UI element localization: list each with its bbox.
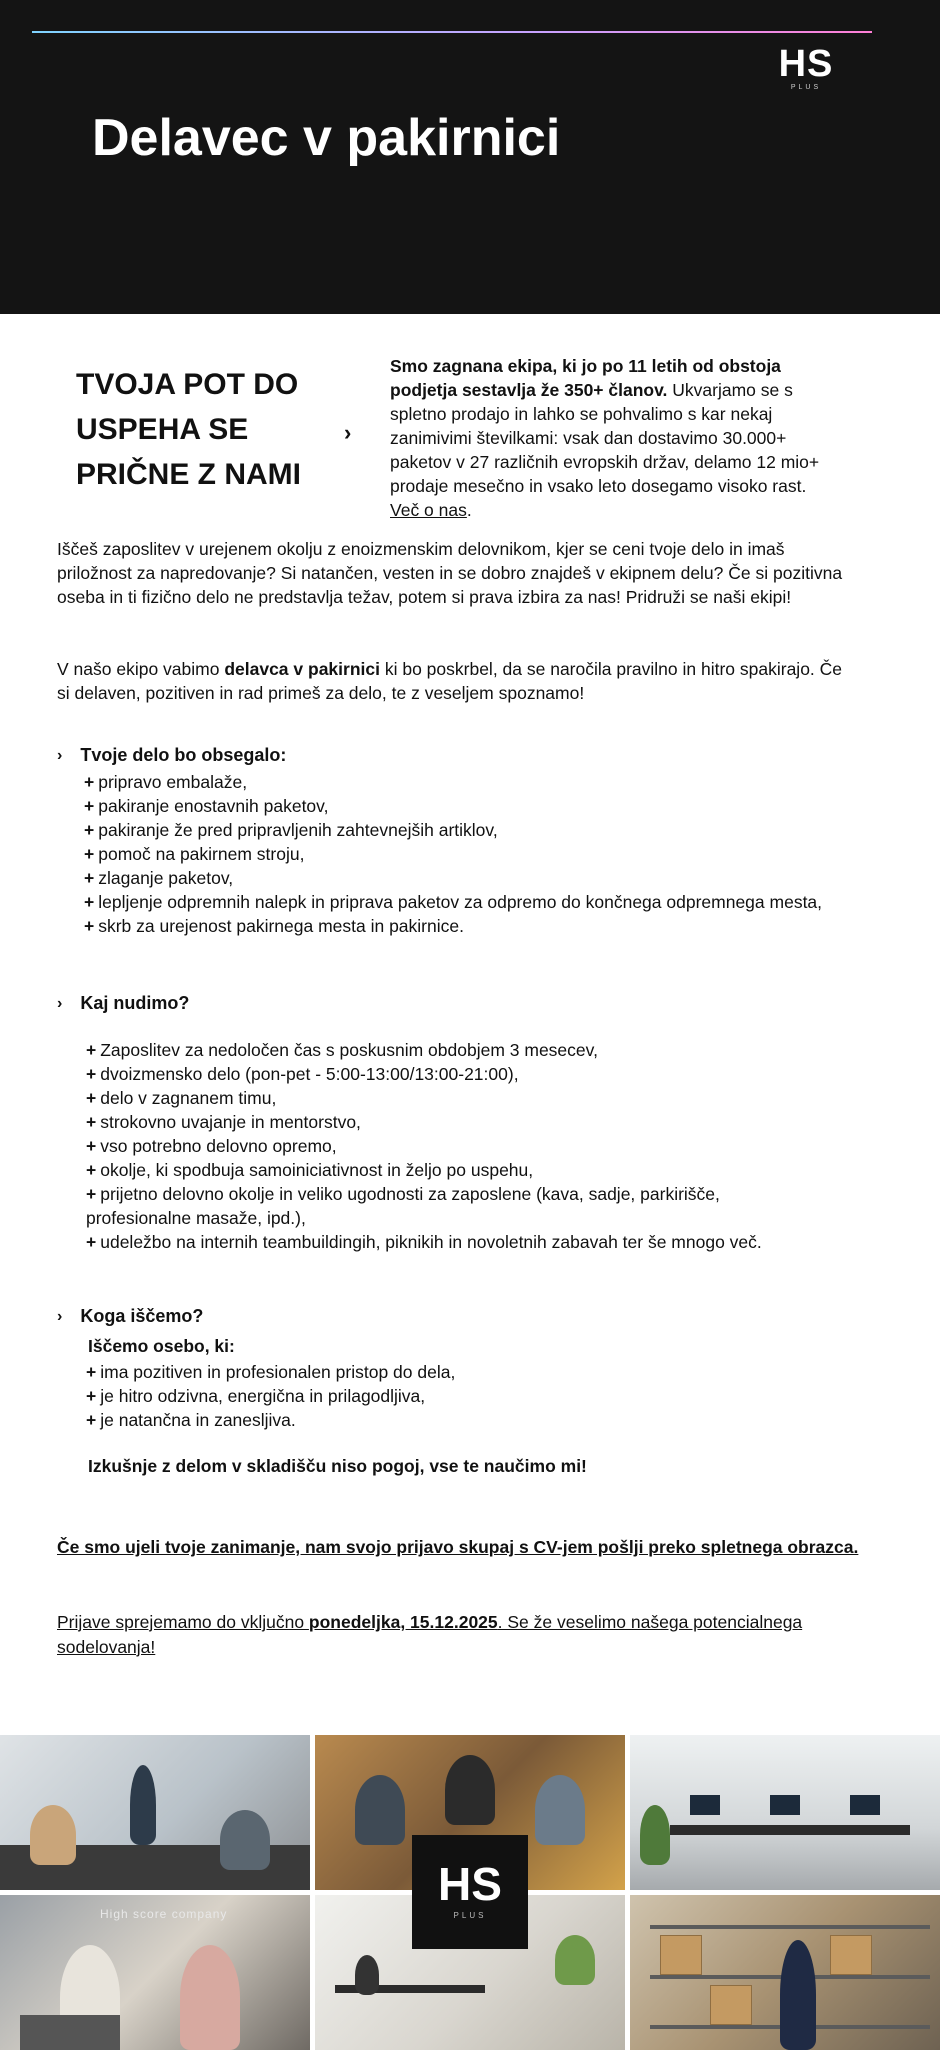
logo-subtext: PLUS (453, 1911, 487, 1920)
deadline-text[interactable] (57, 1610, 857, 1660)
offer-list (86, 1038, 766, 1254)
photo-warehouse (630, 1895, 940, 2050)
list-item-text: je natančna in zanesljiva. (100, 1410, 296, 1430)
person-figure (355, 1955, 379, 1995)
chevron-right-icon: › (57, 746, 63, 764)
logo-subtext: PLUS (790, 84, 822, 91)
presenter-figure (130, 1765, 156, 1845)
deadline-post: . Se že veselimo našega potencialnega sodelovanja! (57, 1612, 803, 1657)
list-item (86, 1360, 686, 1384)
box-shape (710, 1985, 752, 2025)
shelf-shape (650, 1925, 930, 1929)
paragraph-invite (57, 657, 847, 705)
p2-post: ki bo poskrbel, da se naročila pravilno in hitro spakirajo. Če si delaven, pozitiven in rad primeš za delo, te z veseljem spoznamo! (57, 659, 843, 703)
list-item (84, 914, 884, 938)
plus-icon: + (84, 892, 95, 912)
plant-shape (640, 1805, 670, 1865)
intro-text (390, 354, 830, 522)
paragraph-intro: Iščeš zaposlitev v urejenem okolju z enoizmenskim delovnikom, kjer se ceni tvoje delo in imaš priložnost za napredovanje? Si natančen, vesten in se dobro znajdeš v ekipnem delu? Če si pozitivna oseba in ti fizično delo ne predstavlja težav, potem si prava izbira za nas! Pridruži se naši ekipi! (57, 539, 843, 607)
list-item (86, 1086, 766, 1110)
list-item (84, 818, 884, 842)
list-item (86, 1384, 686, 1408)
plus-icon: + (86, 1040, 97, 1060)
list-item (86, 1110, 766, 1134)
list-item (84, 890, 884, 914)
hs-plus-logo (770, 44, 842, 91)
laptop-shape (20, 2015, 120, 2050)
list-item-text: lepljenje odpremnih nalepk in priprava paketov za odpremo do končnega odpremnega mesta, (98, 892, 823, 912)
wall-caption: High score company (100, 1907, 228, 1921)
list-item (86, 1408, 686, 1432)
photo-office (630, 1735, 940, 1890)
list-item (84, 794, 884, 818)
list-item-text: okolje, ki spodbuja samoiniciativnost in željo po uspehu, (100, 1160, 534, 1180)
deadline-pre: Prijave sprejemamo do vključno (57, 1612, 309, 1632)
photo-colleagues (0, 1895, 310, 2050)
page-title: Delavec v pakirnici (92, 109, 561, 167)
deadline-date: ponedeljka, 15.12.2025 (308, 1612, 498, 1632)
section-offer-heading (57, 993, 189, 1014)
apply-link[interactable]: Če smo ujeli tvoje zanimanje, nam svojo prijavo skupaj s CV-jem pošlji preko spletnega obrazca. (57, 1537, 859, 1557)
plus-icon: + (84, 796, 95, 816)
box-shape (830, 1935, 872, 1975)
plus-icon: + (84, 868, 95, 888)
about-us-link[interactable]: Več o nas (390, 500, 467, 520)
person-figure (30, 1805, 76, 1865)
chevron-right-icon: › (344, 420, 352, 445)
list-item-text: je hitro odzivna, energična in prilagodljiva, (100, 1386, 426, 1406)
list-item (86, 1062, 766, 1086)
list-item-text: skrb za urejenost pakirnega mesta in pakirnice. (98, 916, 464, 936)
intro-headline: TVOJA POT DO USPEHA SE PRIČNE Z NAMI (76, 368, 301, 491)
list-item-text: ima pozitiven in profesionalen pristop do dela, (100, 1362, 456, 1382)
monitor-shape (850, 1795, 880, 1815)
plus-icon: + (86, 1386, 97, 1406)
plus-icon: + (84, 772, 95, 792)
accent-line (32, 31, 872, 33)
desk-shape (670, 1825, 910, 1835)
plant-shape (555, 1935, 595, 1985)
p2-bold: delavca v pakirnici (224, 659, 380, 679)
list-item (84, 842, 884, 866)
list-item-text: strokovno uvajanje in mentorstvo, (100, 1112, 361, 1132)
hs-plus-logo (412, 1835, 528, 1949)
plus-icon: + (84, 820, 95, 840)
list-item (86, 1158, 766, 1182)
section-seek-heading (57, 1306, 203, 1327)
list-item (86, 1230, 766, 1254)
person-figure (180, 1945, 240, 2050)
list-item-text: pomoč na pakirnem stroju, (98, 844, 305, 864)
photo-gallery (0, 1735, 940, 2050)
chevron-right-icon: › (57, 1307, 63, 1325)
list-item-text: vso potrebno delovno opremo, (100, 1136, 337, 1156)
person-figure (355, 1775, 405, 1845)
list-item-text: zlaganje paketov, (98, 868, 234, 888)
logo-text: HS (438, 1858, 502, 1910)
p2-pre: V našo ekipo vabimo (57, 659, 225, 679)
plus-icon: + (86, 1088, 97, 1108)
list-item-text: delo v zagnanem timu, (100, 1088, 277, 1108)
section-work-title: Tvoje delo bo obsegalo: (80, 745, 287, 765)
plus-icon: + (86, 1184, 97, 1204)
plus-icon: + (86, 1362, 97, 1382)
list-item (84, 866, 884, 890)
section-offer-title: Kaj nudimo? (80, 993, 190, 1013)
logo-text: HS (778, 43, 834, 85)
list-item (86, 1182, 766, 1230)
hero-banner (0, 0, 940, 314)
list-item-text: udeležbo na internih teambuildingih, piknikih in novoletnih zabavah ter še mnogo več. (100, 1232, 762, 1252)
plus-icon: + (84, 844, 95, 864)
monitor-shape (690, 1795, 720, 1815)
section-seek-title: Koga iščemo? (80, 1306, 204, 1326)
box-shape (660, 1935, 702, 1975)
worker-figure (780, 1940, 816, 2050)
list-item (86, 1038, 766, 1062)
plus-icon: + (86, 1160, 97, 1180)
intro-end: . (466, 500, 472, 520)
list-item-text: prijetno delovno okolje in veliko ugodnosti za zaposlene (kava, sadje, parkirišče, profesionalne masaže, ipd.), (86, 1184, 720, 1228)
photo-meeting (0, 1735, 310, 1890)
person-figure (220, 1810, 270, 1870)
plus-icon: + (86, 1064, 97, 1084)
list-item (86, 1134, 766, 1158)
monitor-shape (770, 1795, 800, 1815)
person-figure (445, 1755, 495, 1825)
list-item-text: pakiranje enostavnih paketov, (98, 796, 329, 816)
section-work-heading (57, 745, 286, 766)
list-item-text: pakiranje že pred pripravljenih zahtevnejših artiklov, (98, 820, 498, 840)
list-item (84, 770, 884, 794)
seek-list (86, 1360, 686, 1432)
experience-note: Izkušnje z delom v skladišču niso pogoj, vse te naučimo mi! (88, 1456, 587, 1476)
work-list (84, 770, 884, 938)
plus-icon: + (86, 1410, 97, 1430)
chevron-right-icon: › (57, 994, 63, 1012)
list-item-text: Zaposlitev za nedoločen čas s poskusnim obdobjem 3 mesecev, (100, 1040, 598, 1060)
plus-icon: + (86, 1112, 97, 1132)
plus-icon: + (86, 1232, 97, 1252)
intro-bold: Smo zagnana ekipa, ki jo po 11 letih od obstoja podjetja sestavlja že 350+ članov. (390, 356, 781, 400)
list-item-text: pripravo embalaže, (98, 772, 248, 792)
section-seek-subtitle: Iščemo osebo, ki: (88, 1336, 235, 1356)
plus-icon: + (86, 1136, 97, 1156)
plus-icon: + (84, 916, 95, 936)
list-item-text: dvoizmensko delo (pon-pet - 5:00-13:00/13:00-21:00), (100, 1064, 519, 1084)
person-figure (535, 1775, 585, 1845)
intro-body: Ukvarjamo se s spletno prodajo in lahko se pohvalimo s kar nekaj zanimivimi številkami: vsak dan dostavimo 30.000+ paketov v 27 različnih evropskih držav, delamo 12 mio+ prodaje mesečno in vsako leto dosegamo visoko rast. (390, 380, 820, 496)
